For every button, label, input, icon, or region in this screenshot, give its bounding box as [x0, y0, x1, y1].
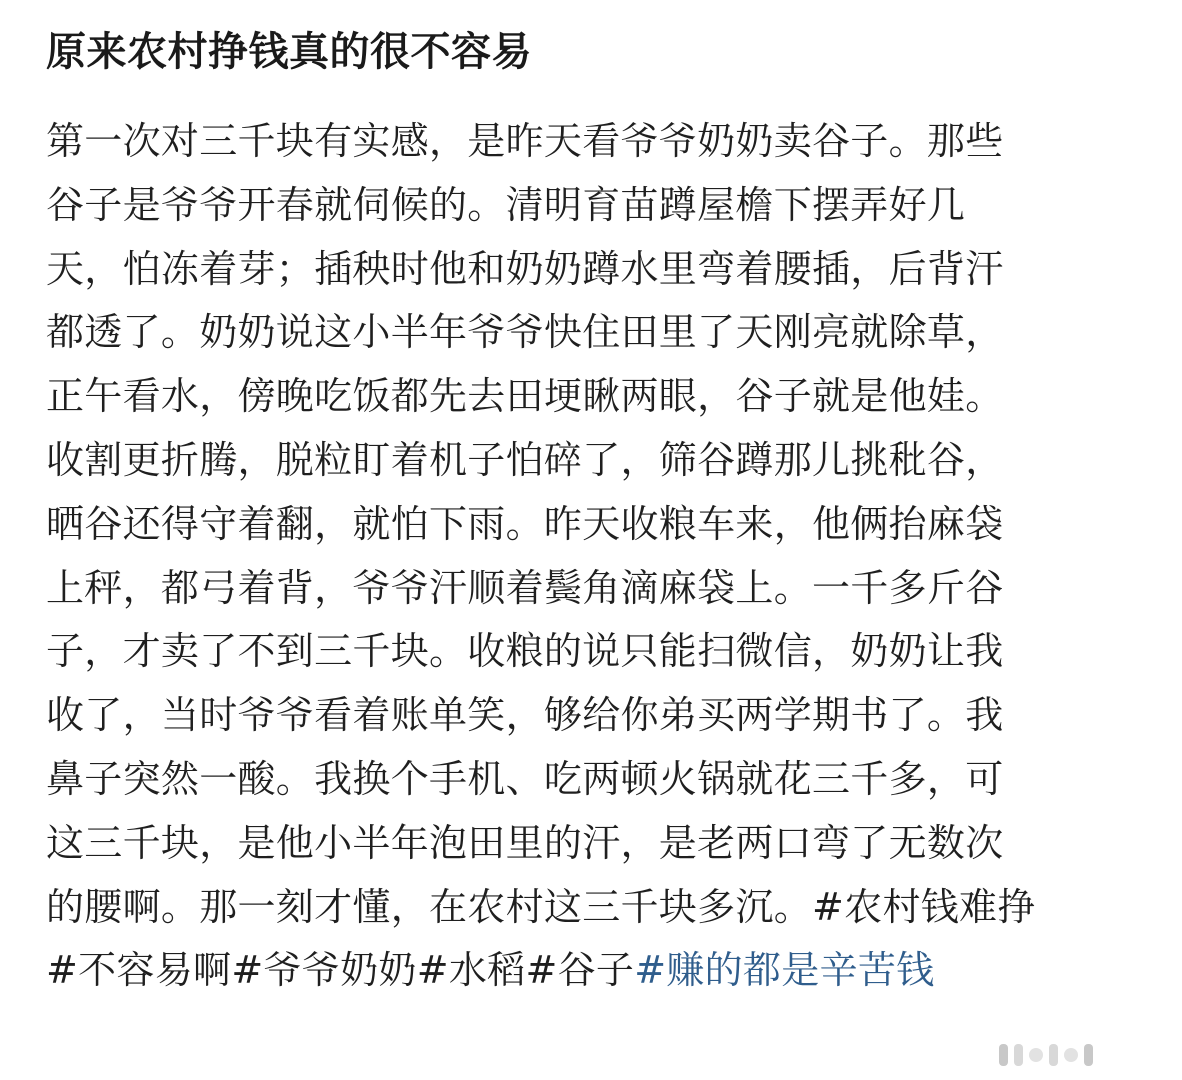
watermark-logo — [985, 1030, 1182, 1080]
body-line: 的腰啊。那一刻才懂，在农村这三千块多沉。#农村钱难挣 — [46, 884, 1036, 929]
body-line: 收割更折腾，脱粒盯着机子怕碎了，筛谷蹲那儿挑秕谷， — [46, 437, 1004, 482]
hashtag-bu-rong-yi-a[interactable]: #不容易啊 — [46, 948, 232, 993]
watermark-mark-icon — [1014, 1044, 1023, 1066]
body-line: 天，怕冻着芽；插秧时他和奶奶蹲水里弯着腰插，后背汗 — [46, 246, 1004, 291]
hashtag-link-zhuan-de-dou-shi-xin-ku-qian[interactable]: #赚的都是辛苦钱 — [634, 948, 935, 993]
hashtag-gu-zi[interactable]: #谷子 — [525, 948, 635, 993]
body-line: 都透了。奶奶说这小半年爷爷快住田里了天刚亮就除草， — [46, 310, 1004, 355]
body-line: 第一次对三千块有实感，是昨天看爷爷奶奶卖谷子。那些 — [46, 119, 1004, 163]
watermark-dot-icon — [1064, 1048, 1078, 1062]
watermark-dot-icon — [1029, 1048, 1043, 1062]
body-line: 子，才卖了不到三千块。收粮的说只能扫微信，奶奶让我 — [46, 629, 1004, 674]
hashtag-line — [46, 939, 1156, 1003]
hashtag-shui-dao[interactable]: #水稻 — [416, 948, 526, 993]
hashtag-ye-ye-nai-nai[interactable]: #爷爷奶奶 — [231, 948, 417, 993]
body-line: 上秤，都弓着背，爷爷汗顺着鬓角滴麻袋上。一千多斤谷 — [46, 565, 1004, 610]
body-line: 晒谷还得守着翻，就怕下雨。昨天收粮车来，他俩抬麻袋 — [46, 501, 1004, 546]
body-line: 这三千块，是他小半年泡田里的汗，是老两口弯了无数次 — [46, 820, 1004, 865]
watermark-mark-icon — [999, 1044, 1008, 1066]
body-line: 谷子是爷爷开春就伺候的。清明育苗蹲屋檐下摆弄好几 — [46, 182, 966, 227]
body-line: 鼻子突然一酸。我换个手机、吃两顿火锅就花三千多，可 — [46, 756, 1004, 801]
post-body — [46, 110, 1156, 1003]
post-title: 原来农村挣钱真的很不容易 — [46, 29, 532, 75]
body-line: 正午看水，傍晚吃饭都先去田埂瞅两眼，谷子就是他娃。 — [46, 374, 1004, 419]
watermark-mark-icon — [1084, 1044, 1093, 1066]
body-line: 收了，当时爷爷看着账单笑，够给你弟买两学期书了。我 — [46, 693, 1004, 738]
watermark-mark-icon — [1049, 1044, 1058, 1066]
